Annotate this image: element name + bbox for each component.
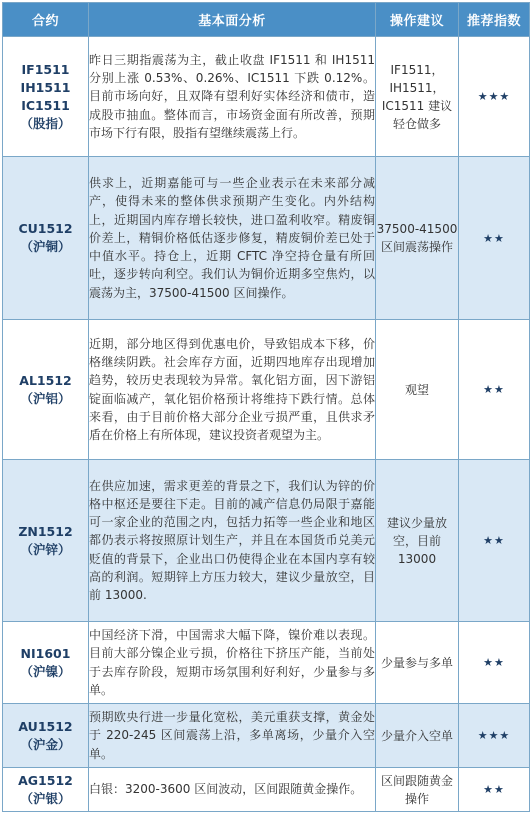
contract-code: AU1512 xyxy=(18,718,73,734)
contract-cell xyxy=(3,37,89,157)
analysis-cell: 中国经济下滑，中国需求大幅下降，镍价难以表现。目前大部分镍企业亏损，价格往下挤压产能，当前处于去库存阶段，短期市场氛围利好利好，少量参与多单。 xyxy=(89,622,376,704)
suggestion-cell: 37500-41500区间震荡操作 xyxy=(376,157,459,320)
contract-cell xyxy=(3,704,89,768)
rating-stars: ★★★ xyxy=(459,37,530,157)
contract-category: （沪银） xyxy=(20,790,71,806)
table-row xyxy=(3,157,530,320)
contract-code: NI1601 xyxy=(20,645,71,661)
contract-cell xyxy=(3,320,89,460)
analysis-cell: 预期欧央行进一步量化宽松，美元重获支撑，黄金处于 220-245 区间震荡上沿，多单离场，少量介入空单。 xyxy=(89,704,376,768)
table-row xyxy=(3,704,530,768)
futures-analysis-table xyxy=(2,2,530,812)
contract-cell xyxy=(3,460,89,622)
suggestion-cell: 少量介入空单 xyxy=(376,704,459,768)
header-contract: 合约 xyxy=(3,3,89,37)
suggestion-cell: 建议少量放空，目前13000 xyxy=(376,460,459,622)
rating-stars: ★★ xyxy=(459,320,530,460)
contract-cell xyxy=(3,157,89,320)
suggestion-cell: 少量参与多单 xyxy=(376,622,459,704)
suggestion-cell: IF1511，IH1511，IC1511 建议轻仓做多 xyxy=(376,37,459,157)
contract-category: （股指） xyxy=(20,115,71,131)
rating-stars: ★★ xyxy=(459,460,530,622)
contract-category: （沪铜） xyxy=(20,239,71,254)
contract-code: AL1512 xyxy=(19,372,72,388)
table-row xyxy=(3,37,530,157)
contract-code: IH1511 xyxy=(20,79,71,95)
header-suggestion: 操作建议 xyxy=(376,3,459,37)
table-row xyxy=(3,622,530,704)
contract-category: （沪镍） xyxy=(20,663,71,679)
contract-category: （沪锌） xyxy=(20,541,71,557)
rating-stars: ★★ xyxy=(459,622,530,704)
suggestion-cell: 观望 xyxy=(376,320,459,460)
contract-cell xyxy=(3,622,89,704)
table-header-row xyxy=(3,3,530,37)
analysis-cell: 近期，部分地区得到优惠电价，导致铝成本下移，价格继续阴跌。社会库存方面，近期四地库存出现增加趋势，较历史表现较为异常。氧化铝方面，因下游铝锭面临减产，氧化铝价格预计将维持下跌行情。总体来看，由于目前价格大部分企业亏损严重，且供求矛盾在价格上有所体现，建议投资者观望为主。 xyxy=(89,320,376,460)
analysis-cell: 白银：3200-3600 区间波动，区间跟随黄金操作。 xyxy=(89,768,376,812)
analysis-cell: 供求上，近期嘉能可与一些企业表示在未来部分减产，使得未来的整体供求预期产生变化。内外结构上，近期国内库存增长较快，进口盈利收窄。精废铜价差上，精铜价格低估逐步修复，精废铜价差已处于中值水平。持仓上，近期 CFTC 净空持仓量有所回吐，逐步转向利空。我们认为铜价近期多空焦灼，以震荡为主，37500-41500 区间操作。 xyxy=(89,157,376,320)
contract-code: IF1511 xyxy=(21,61,70,77)
contract-code: IC1511 xyxy=(21,97,70,113)
rating-stars: ★★★ xyxy=(459,704,530,768)
header-rating: 推荐指数 xyxy=(459,3,530,37)
rating-stars: ★★ xyxy=(459,768,530,812)
table-row xyxy=(3,460,530,622)
contract-cell xyxy=(3,768,89,812)
analysis-cell: 在供应加速，需求更差的背景之下，我们认为锌的价格中枢还是要往下走。目前的减产信息仍局限于嘉能可一家企业的范围之内，包括力拓等一些企业和地区都仍表示将按照原计划生产，并且在本国货币兑美元贬值的背景下，企业出口仍使得企业在本国内享有较高的利润。短期锌上方压力较大，建议少量放空，目前 13000. xyxy=(89,460,376,622)
table-row xyxy=(3,768,530,812)
contract-category: （沪铝） xyxy=(20,390,71,406)
table-row xyxy=(3,320,530,460)
suggestion-cell: 区间跟随黄金操作 xyxy=(376,768,459,812)
header-analysis: 基本面分析 xyxy=(89,3,376,37)
analysis-cell: 昨日三期指震荡为主，截止收盘 IF1511 和 IH1511 分别上涨 0.53%、0.26%、IC1511 下跌 0.12%。目前市场向好，且双降有望利好实体经济和债市，造成股市抽血。整体而言，市场资金面有所改善，预期市场下行有限，股指有望继续震荡上行。 xyxy=(89,37,376,157)
contract-code: AG1512 xyxy=(18,772,73,788)
contract-code: ZN1512 xyxy=(18,523,73,539)
rating-stars: ★★ xyxy=(459,157,530,320)
contract-category: （沪金） xyxy=(20,736,71,752)
contract-code: CU1512 xyxy=(18,221,73,236)
